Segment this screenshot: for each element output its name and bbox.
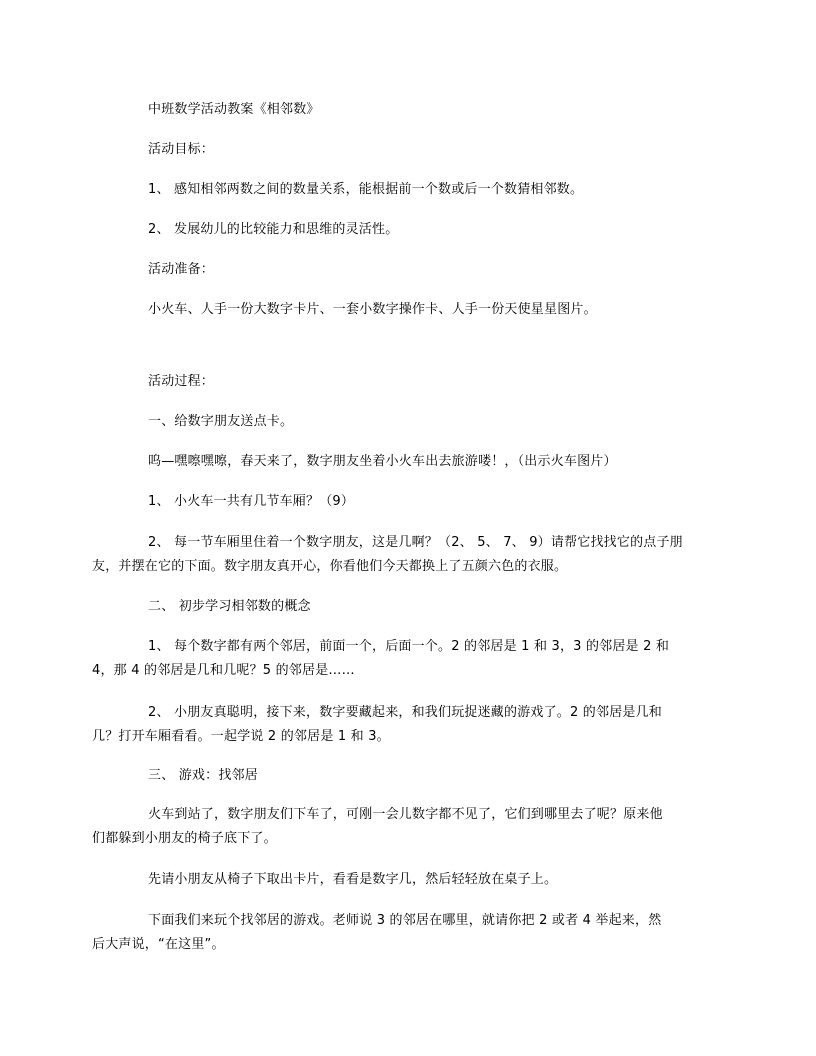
section-3-para-3-line-2: 后大声说，“在这里”。: [92, 937, 225, 952]
section-2-para-1-line-2: 4，那 4 的邻居是几和几呢？5 的邻居是……: [92, 663, 355, 678]
document-title: 中班数学活动教案《相邻数》: [148, 102, 320, 117]
section-3-para-2: 先请小朋友从椅子下取出卡片，看看是数字几，然后轻轻放在桌子上。: [148, 872, 558, 887]
goal-item-1: 1、 感知相邻两数之间的数量关系，能根据前一个数或后一个数猜相邻数。: [148, 182, 584, 197]
goals-heading: 活动目标：: [148, 142, 215, 157]
section-1-question-2-line-2: 友，并摆在它的下面。数字朋友真开心，你看他们今天都换上了五颜六色的衣服。: [92, 559, 568, 574]
section-3-heading: 三、 游戏：找邻居: [148, 768, 258, 783]
section-3-para-1-line-1: 火车到站了，数字朋友们下车了，可刚一会儿数字都不见了，它们到哪里去了呢？原来他: [148, 807, 663, 822]
goal-item-2: 2、 发展幼儿的比较能力和思维的灵活性。: [148, 222, 399, 237]
section-1-question-2-line-1: 2、 每一节车厢里住着一个数字朋友，这是几啊？（2、 5、 7、 9）请帮它找找它的点子朋: [148, 535, 683, 550]
section-2-para-1-line-1: 1、 每个数字都有两个邻居，前面一个，后面一个。2 的邻居是 1 和 3，3 的邻居是 2 和: [148, 639, 670, 654]
section-2-para-2-line-1: 2、 小朋友真聪明，接下来，数字要藏起来，和我们玩捉迷藏的游戏了。2 的邻居是几和: [148, 705, 663, 720]
section-1-intro: 呜—嘿嚓嘿嚓，春天来了，数字朋友坐着小火车出去旅游喽！，（出示火车图片）: [148, 454, 617, 469]
section-2-para-2-line-2: 几？打开车厢看看。一起学说 2 的邻居是 1 和 3。: [92, 729, 390, 744]
section-1-heading: 一、给数字朋友送点卡。: [148, 414, 294, 429]
prep-heading: 活动准备：: [148, 262, 215, 277]
section-2-heading: 二、 初步学习相邻数的概念: [148, 599, 311, 614]
section-3-para-3-line-1: 下面我们来玩个找邻居的游戏。老师说 3 的邻居在哪里，就请你把 2 或者 4 举起来，然: [148, 913, 662, 928]
section-1-question-1: 1、 小火车一共有几节车厢？（9）: [148, 494, 355, 509]
section-3-para-1-line-2: 们都躲到小朋友的椅子底下了。: [92, 831, 277, 846]
prep-text: 小火车、人手一份大数字卡片、一套小数字操作卡、人手一份天使星星图片。: [148, 302, 597, 317]
process-heading: 活动过程：: [148, 374, 215, 389]
